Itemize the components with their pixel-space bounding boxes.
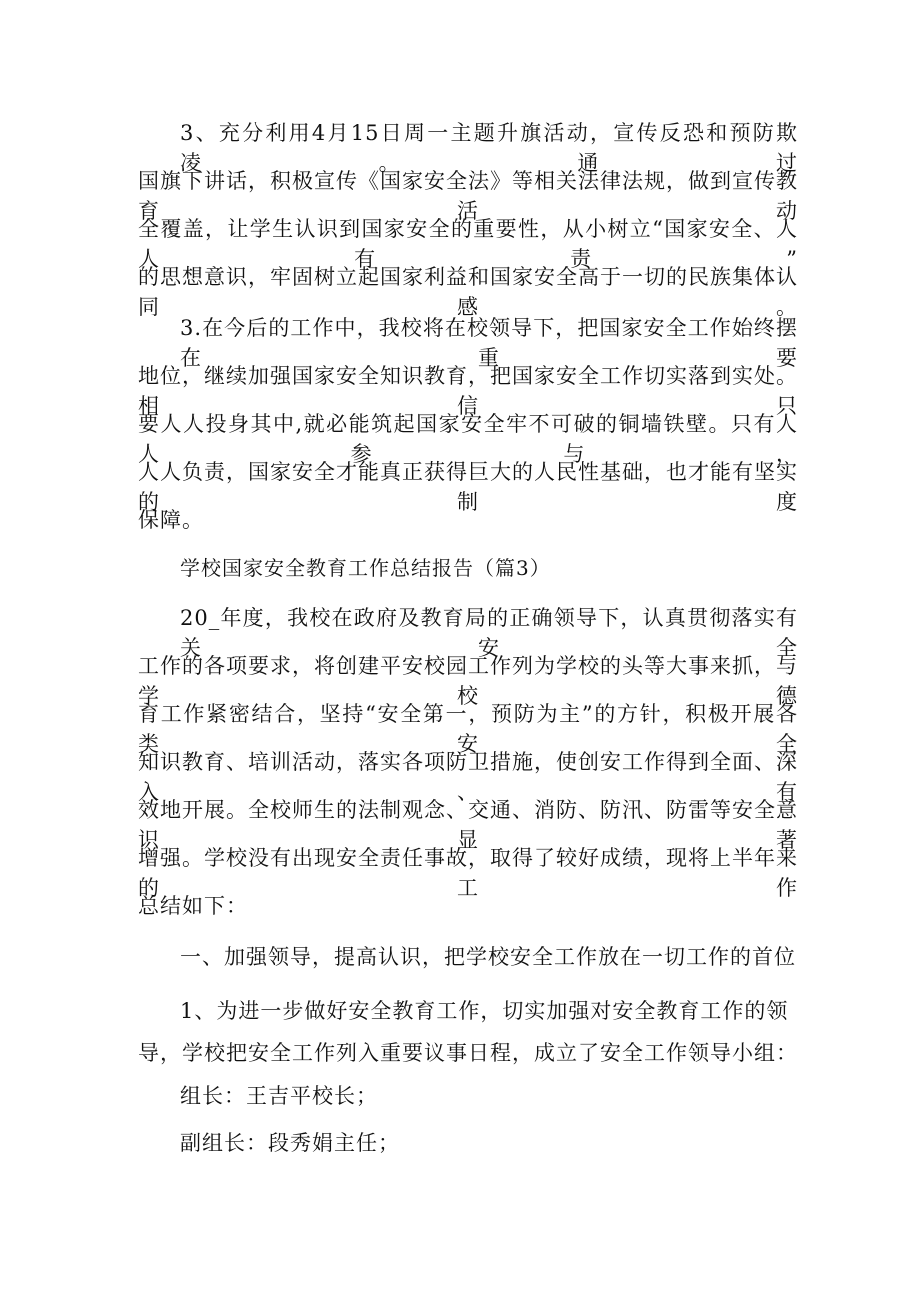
- paragraph-2-line-4: 人人负责，国家安全才能真正获得巨大的人民性基础，也才能有坚实的制度: [138, 460, 798, 514]
- paragraph-3-line-5: 效地开展。全校师生的法制观念、交通、消防、防汛、防雷等安全意识显著: [138, 798, 798, 852]
- paragraph-1-line-4: 的思想意识，牢固树立起国家利益和国家安全高于一切的民族集体认同感。: [138, 265, 798, 319]
- paragraph-2-line-2: 地位，继续加强国家安全知识教育，把国家安全工作切实落到实处。相信只: [138, 364, 798, 418]
- paragraph-4-line-1: 1、为进一步做好安全教育工作，切实加强对安全教育工作的领: [180, 999, 789, 1023]
- paragraph-2-line-3: 要人人投身其中,就必能筑起国家安全牢不可破的铜墙铁壁。只有人人参与，: [138, 412, 798, 466]
- paragraph-3-line-3: 育工作紧密结合，坚持“安全第一，预防为主”的方针，积极开展各类安全: [138, 702, 798, 756]
- paragraph-3-line-4: 知识教育、培训活动，落实各项防卫措施，使创安工作得到全面、深入、有: [138, 750, 798, 804]
- paragraph-1-line-3: 全覆盖，让学生认识到国家安全的重要性，从小树立“国家安全、人人有责”: [138, 217, 798, 271]
- paragraph-3-line-1: 20_年度，我校在政府及教育局的正确领导下，认真贯彻落实有关安全: [180, 606, 798, 660]
- paragraph-3-line-2: 工作的各项要求，将创建平安校园工作列为学校的头等大事来抓，与学校德: [138, 654, 798, 708]
- paragraph-1-line-1: 3、充分利用4月15日周一主题升旗活动，宣传反恐和预防欺凌。通过: [180, 121, 798, 175]
- subheading: 一、加强领导，提高认识，把学校安全工作放在一切工作的首位: [180, 945, 796, 969]
- paragraph-2-line-5: 保障。: [138, 508, 204, 532]
- paragraph-4-line-2: 导，学校把安全工作列入重要议事日程，成立了安全工作领导小组：: [138, 1041, 798, 1065]
- section-title: 学校国家安全教育工作总结报告（篇3）: [180, 556, 551, 580]
- paragraph-1-line-2: 国旗下讲话，积极宣传《国家安全法》等相关法律法规，做到宣传教育活动: [138, 169, 798, 223]
- paragraph-3-line-6: 增强。学校没有出现安全责任事故，取得了较好成绩，现将上半年来的工作: [138, 846, 798, 900]
- leader-line: 组长：王吉平校长；: [180, 1084, 378, 1108]
- paragraph-3-line-7: 总结如下：: [138, 894, 248, 918]
- paragraph-2-line-1: 3.在今后的工作中，我校将在校领导下，把国家安全工作始终摆在重要: [180, 316, 798, 370]
- deputy-leader-line: 副组长：段秀娟主任；: [180, 1131, 400, 1155]
